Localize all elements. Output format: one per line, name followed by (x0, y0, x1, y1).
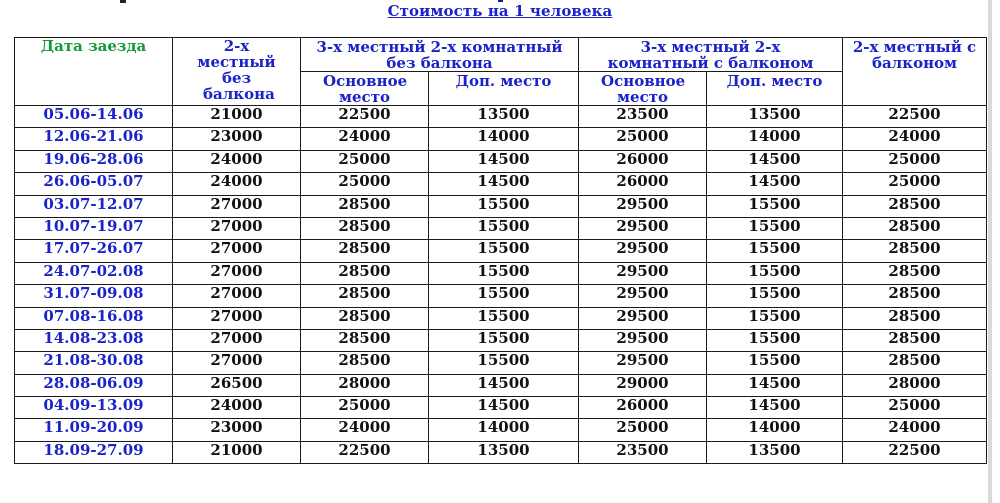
price-cell: 22500 (843, 441, 987, 463)
price-cell: 28500 (301, 352, 429, 374)
triple-balcony-header: 3-х местный 2-х комнатный с балконом (579, 38, 843, 72)
price-cell: 29500 (579, 240, 707, 262)
date-range-cell: 04.09-13.09 (15, 397, 173, 419)
price-cell: 24000 (173, 173, 301, 195)
price-cell: 15500 (429, 217, 579, 239)
double-no-balcony-header-line1: 2-х местный (197, 37, 276, 71)
table-row (15, 106, 987, 128)
double-balcony-header: 2-х местный с балконом (843, 38, 987, 106)
price-cell: 24000 (843, 128, 987, 150)
table-row (15, 374, 987, 396)
date-range-cell: 17.07-26.07 (15, 240, 173, 262)
price-cell: 28500 (843, 307, 987, 329)
price-cell: 25000 (301, 397, 429, 419)
table-row (15, 240, 987, 262)
price-cell: 27000 (173, 352, 301, 374)
table-row (15, 307, 987, 329)
price-cell: 28000 (843, 374, 987, 396)
date-range-cell: 31.07-09.08 (15, 285, 173, 307)
date-range-cell: 14.08-23.08 (15, 329, 173, 351)
double-no-balcony-header-line2: без балкона (203, 69, 275, 103)
price-cell: 21000 (173, 441, 301, 463)
price-cell: 27000 (173, 195, 301, 217)
price-cell: 15500 (707, 240, 843, 262)
price-cell: 15500 (707, 307, 843, 329)
price-cell: 29500 (579, 262, 707, 284)
price-cell: 13500 (707, 441, 843, 463)
price-cell: 22500 (301, 106, 429, 128)
price-cell: 25000 (843, 397, 987, 419)
table-row (15, 352, 987, 374)
date-range-cell: 11.09-20.09 (15, 419, 173, 441)
triple-no-balcony-extra-place-header: Доп. место (429, 72, 579, 106)
table-row (15, 150, 987, 172)
price-cell: 28500 (301, 240, 429, 262)
price-cell: 14000 (429, 419, 579, 441)
price-cell: 25000 (301, 150, 429, 172)
price-cell: 28500 (301, 195, 429, 217)
price-cell: 25000 (843, 150, 987, 172)
triple-no-balcony-main-place-header: Основное место (301, 72, 429, 106)
date-range-cell: 12.06-21.06 (15, 128, 173, 150)
price-cell: 15500 (429, 285, 579, 307)
table-row (15, 441, 987, 463)
table-row (15, 128, 987, 150)
price-cell: 28500 (843, 285, 987, 307)
price-cell: 24000 (173, 397, 301, 419)
price-cell: 28500 (843, 352, 987, 374)
triple-balcony-main-place-header: Основное место (579, 72, 707, 106)
date-range-cell: 18.09-27.09 (15, 441, 173, 463)
price-cell: 14500 (429, 374, 579, 396)
price-cell: 27000 (173, 240, 301, 262)
price-cell: 29500 (579, 307, 707, 329)
price-cell: 15500 (707, 195, 843, 217)
price-cell: 24000 (301, 419, 429, 441)
price-cell: 13500 (429, 441, 579, 463)
price-cell: 26000 (579, 397, 707, 419)
price-cell: 23000 (173, 419, 301, 441)
table-row (15, 397, 987, 419)
date-range-cell: 10.07-19.07 (15, 217, 173, 239)
price-table (14, 37, 987, 464)
price-cell: 15500 (429, 329, 579, 351)
price-cell: 27000 (173, 285, 301, 307)
price-cell: 25000 (843, 173, 987, 195)
table-row (15, 173, 987, 195)
price-cell: 28500 (843, 329, 987, 351)
table-row (15, 285, 987, 307)
triple-balcony-extra-place-header: Доп. место (707, 72, 843, 106)
price-cell: 23500 (579, 441, 707, 463)
price-cell: 24000 (843, 419, 987, 441)
date-range-cell: 21.08-30.08 (15, 352, 173, 374)
price-cell: 14000 (707, 128, 843, 150)
price-cell: 14000 (429, 128, 579, 150)
price-cell: 27000 (173, 329, 301, 351)
price-cell: 14500 (429, 397, 579, 419)
price-cell: 15500 (429, 352, 579, 374)
price-cell: 29500 (579, 329, 707, 351)
price-cell: 15500 (707, 262, 843, 284)
price-cell: 28500 (301, 262, 429, 284)
price-cell: 25000 (579, 128, 707, 150)
price-cell: 29000 (579, 374, 707, 396)
price-cell: 23000 (173, 128, 301, 150)
price-cell: 22500 (843, 106, 987, 128)
price-cell: 28500 (843, 262, 987, 284)
price-cell: 26500 (173, 374, 301, 396)
price-cell: 25000 (579, 419, 707, 441)
price-cell: 14500 (707, 150, 843, 172)
double-no-balcony-header (173, 38, 301, 106)
price-cell: 28500 (843, 195, 987, 217)
price-cell: 27000 (173, 217, 301, 239)
price-cell: 25000 (301, 173, 429, 195)
date-range-cell: 26.06-05.07 (15, 173, 173, 195)
price-cell: 28500 (301, 285, 429, 307)
price-cell: 27000 (173, 262, 301, 284)
price-cell: 15500 (429, 262, 579, 284)
date-range-cell: 28.08-06.09 (15, 374, 173, 396)
price-table-body (15, 106, 987, 464)
date-range-cell: 19.06-28.06 (15, 150, 173, 172)
date-column-header: Дата заезда (15, 38, 173, 106)
price-cell: 23500 (579, 106, 707, 128)
price-cell: 28500 (843, 240, 987, 262)
header-row-1 (15, 38, 987, 72)
price-cell: 15500 (429, 307, 579, 329)
price-cell: 14000 (707, 419, 843, 441)
date-range-cell: 03.07-12.07 (15, 195, 173, 217)
triple-no-balcony-header: 3-х местный 2-х комнатный без балкона (301, 38, 579, 72)
table-row (15, 195, 987, 217)
price-cell: 13500 (707, 106, 843, 128)
price-cell: 27000 (173, 307, 301, 329)
price-cell: 29500 (579, 352, 707, 374)
date-range-cell: 24.07-02.08 (15, 262, 173, 284)
price-cell: 15500 (707, 285, 843, 307)
price-cell: 26000 (579, 150, 707, 172)
price-cell: 14500 (429, 150, 579, 172)
table-row (15, 262, 987, 284)
price-cell: 29500 (579, 195, 707, 217)
price-cell: 29500 (579, 217, 707, 239)
table-row (15, 217, 987, 239)
price-cell: 13500 (429, 106, 579, 128)
price-cell: 14500 (429, 173, 579, 195)
price-cell: 28500 (843, 217, 987, 239)
price-cell: 15500 (707, 217, 843, 239)
price-per-person-link[interactable]: Стоимость на 1 человека (387, 2, 613, 20)
date-range-cell: 05.06-14.06 (15, 106, 173, 128)
price-cell: 24000 (173, 150, 301, 172)
price-cell: 15500 (429, 195, 579, 217)
price-cell: 28000 (301, 374, 429, 396)
price-cell: 15500 (707, 329, 843, 351)
price-cell: 26000 (579, 173, 707, 195)
price-cell: 15500 (707, 352, 843, 374)
price-cell: 28500 (301, 329, 429, 351)
price-cell: 14500 (707, 374, 843, 396)
price-cell: 29500 (579, 285, 707, 307)
price-cell: 24000 (301, 128, 429, 150)
price-cell: 28500 (301, 217, 429, 239)
price-cell: 15500 (429, 240, 579, 262)
price-cell: 14500 (707, 173, 843, 195)
price-cell: 22500 (301, 441, 429, 463)
table-row (15, 329, 987, 351)
price-cell: 21000 (173, 106, 301, 128)
date-range-cell: 07.08-16.08 (15, 307, 173, 329)
price-cell: 14500 (707, 397, 843, 419)
table-row (15, 419, 987, 441)
price-cell: 28500 (301, 307, 429, 329)
